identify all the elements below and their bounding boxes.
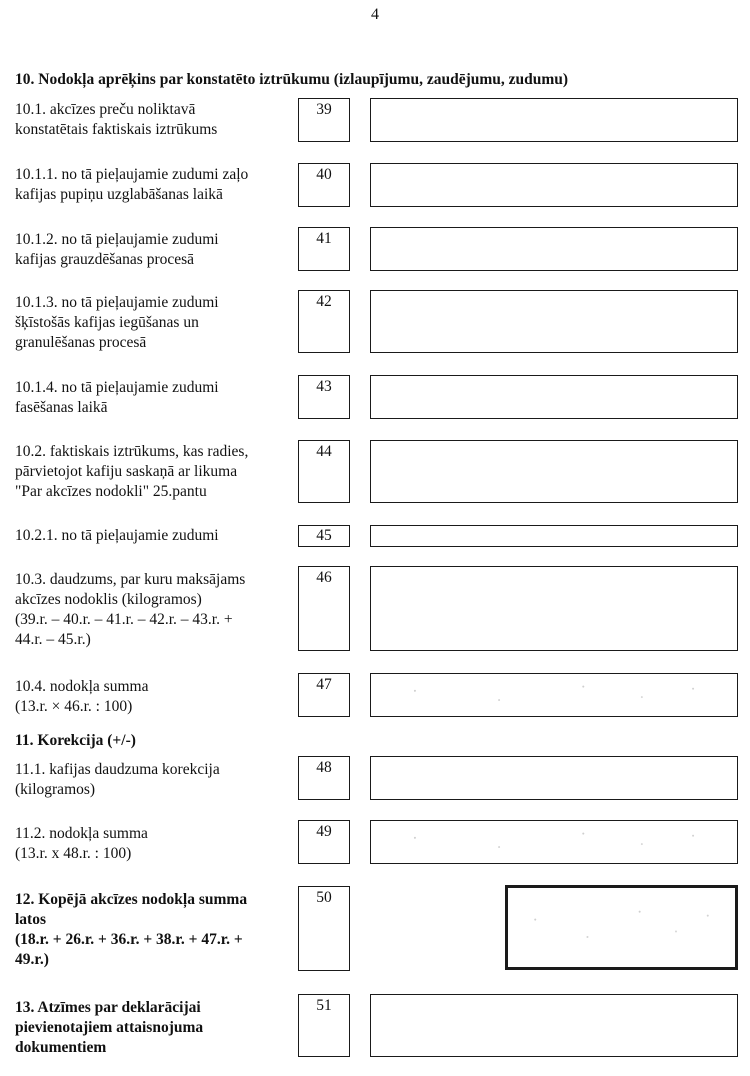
row-49-label-line-1: 11.2. nodokļa summa bbox=[15, 825, 148, 842]
row-50-label-line-2: latos bbox=[15, 911, 46, 928]
row-51-label-line-1: 13. Atzīmes par deklarācijai bbox=[15, 999, 201, 1016]
row-49-label bbox=[15, 824, 148, 864]
row-50-label bbox=[15, 890, 247, 970]
row-44-number: 44 bbox=[298, 440, 350, 503]
row-51-label-line-2: pievienotajiem attaisnojuma bbox=[15, 1019, 204, 1036]
section-10-title: 10. Nodokļa aprēķins par konstatēto iztrūkumu (izlaupījumu, zaudējumu, zudumu) bbox=[15, 71, 569, 88]
row-43-label-line-1: 10.1.4. no tā pieļaujamie zudumi bbox=[15, 379, 219, 396]
row-46-label-line-1: 10.3. daudzums, par kuru maksājams bbox=[15, 571, 246, 588]
row-39-number: 39 bbox=[298, 98, 350, 142]
row-48-label-line-1: 11.1. kafijas daudzuma korekcija bbox=[15, 761, 220, 778]
row-50-total-field[interactable] bbox=[505, 885, 738, 970]
row-41-label bbox=[15, 230, 219, 270]
row-51-label bbox=[15, 998, 203, 1058]
row-46-value-field[interactable] bbox=[370, 566, 738, 651]
row-49-number: 49 bbox=[298, 820, 350, 864]
row-46-label bbox=[15, 570, 245, 650]
row-40-number: 40 bbox=[298, 163, 350, 207]
row-50-label-line-4: 49.r.) bbox=[15, 951, 49, 968]
row-40-value-field[interactable] bbox=[370, 163, 738, 207]
row-48-label bbox=[15, 760, 220, 800]
row-45-value-field[interactable] bbox=[370, 525, 738, 547]
row-46-number: 46 bbox=[298, 566, 350, 651]
row-42-label-line-3: granulēšanas procesā bbox=[15, 334, 147, 351]
row-46-label-line-3: (39.r. – 40.r. – 41.r. – 42.r. – 43.r. + bbox=[15, 611, 233, 628]
row-42-label-line-1: 10.1.3. no tā pieļaujamie zudumi bbox=[15, 294, 219, 311]
row-44-value-field[interactable] bbox=[370, 440, 738, 503]
row-42-label-line-2: šķīstošās kafijas iegūšanas un bbox=[15, 314, 199, 331]
row-47-number: 47 bbox=[298, 673, 350, 717]
page-number: 4 bbox=[371, 6, 379, 23]
row-45-number: 45 bbox=[298, 525, 350, 547]
row-47-label-line-1: 10.4. nodokļa summa bbox=[15, 678, 149, 695]
row-44-label-line-3: "Par akcīzes nodokli" 25.pantu bbox=[15, 483, 207, 500]
row-43-value-field[interactable] bbox=[370, 375, 738, 419]
row-46-label-line-2: akcīzes nodoklis (kilogramos) bbox=[15, 591, 202, 608]
row-40-label-line-2: kafijas pupiņu uzglabāšanas laikā bbox=[15, 186, 223, 203]
row-51-value-field[interactable] bbox=[370, 994, 738, 1057]
row-49-value-field[interactable] bbox=[370, 820, 738, 864]
row-43-number: 43 bbox=[298, 375, 350, 419]
row-41-label-line-2: kafijas grauzdēšanas procesā bbox=[15, 251, 195, 268]
row-47-value-field[interactable] bbox=[370, 673, 738, 717]
row-49-label-line-2: (13.r. x 48.r. : 100) bbox=[15, 845, 132, 862]
row-42-value-field[interactable] bbox=[370, 290, 738, 353]
row-51-number: 51 bbox=[298, 994, 350, 1057]
row-39-label-line-2: konstatētais faktiskais iztrūkums bbox=[15, 121, 218, 138]
row-45-label-line-1: 10.2.1. no tā pieļaujamie zudumi bbox=[15, 527, 219, 544]
row-48-value-field[interactable] bbox=[370, 756, 738, 800]
row-41-number: 41 bbox=[298, 227, 350, 271]
row-42-label bbox=[15, 293, 219, 353]
section-11-title: 11. Korekcija (+/-) bbox=[15, 732, 136, 749]
row-48-label-line-2: (kilogramos) bbox=[15, 781, 96, 798]
row-50-label-line-1: 12. Kopējā akcīzes nodokļa summa bbox=[15, 891, 248, 908]
row-48-number: 48 bbox=[298, 756, 350, 800]
row-51-label-line-3: dokumentiem bbox=[15, 1039, 107, 1056]
row-39-value-field[interactable] bbox=[370, 98, 738, 142]
row-47-label bbox=[15, 677, 148, 717]
row-44-label bbox=[15, 442, 248, 502]
row-47-label-line-2: (13.r. × 46.r. : 100) bbox=[15, 698, 133, 715]
row-43-label-line-2: fasēšanas laikā bbox=[15, 399, 108, 416]
row-45-label bbox=[15, 526, 219, 546]
row-50-number: 50 bbox=[298, 886, 350, 971]
row-43-label bbox=[15, 378, 219, 418]
row-40-label-line-1: 10.1.1. no tā pieļaujamie zudumi zaļo bbox=[15, 166, 249, 183]
row-39-label bbox=[15, 100, 217, 140]
row-39-label-line-1: 10.1. akcīzes preču noliktavā bbox=[15, 101, 196, 118]
row-41-label-line-1: 10.1.2. no tā pieļaujamie zudumi bbox=[15, 231, 219, 248]
row-41-value-field[interactable] bbox=[370, 227, 738, 271]
row-42-number: 42 bbox=[298, 290, 350, 353]
row-46-label-line-4: 44.r. – 45.r.) bbox=[15, 631, 91, 648]
row-44-label-line-1: 10.2. faktiskais iztrūkums, kas radies, bbox=[15, 443, 249, 460]
row-40-label bbox=[15, 165, 248, 205]
row-44-label-line-2: pārvietojot kafiju saskaņā ar likuma bbox=[15, 463, 238, 480]
row-50-label-line-3: (18.r. + 26.r. + 36.r. + 38.r. + 47.r. + bbox=[15, 931, 243, 948]
